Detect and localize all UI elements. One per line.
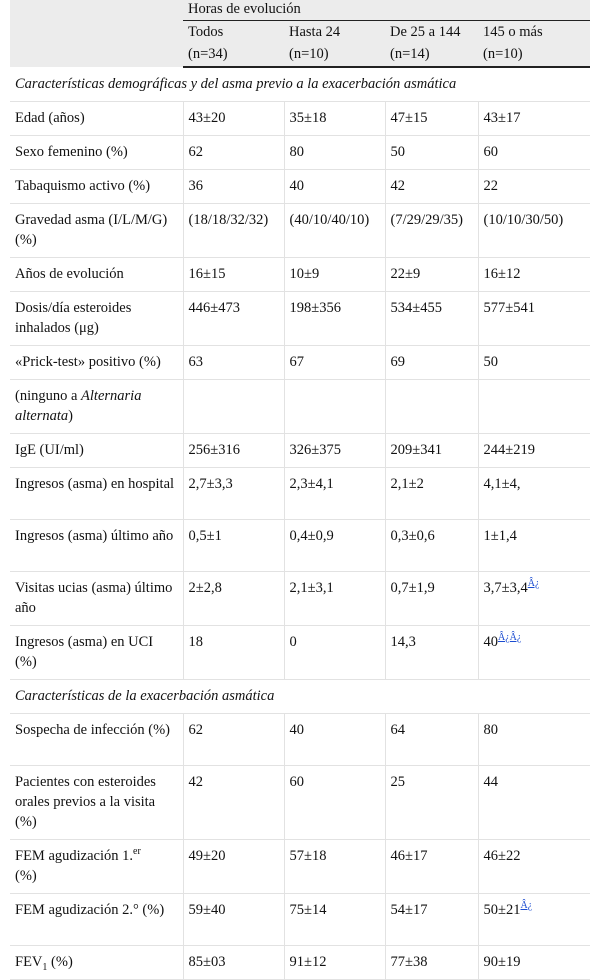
cell-value: 80 xyxy=(284,136,385,170)
cell-value: 46±22 xyxy=(478,840,590,894)
cell-value: 67 xyxy=(284,346,385,380)
row-label: Sexo femenino (%) xyxy=(10,136,183,170)
label-text: ) xyxy=(68,408,74,424)
cell-value: 60 xyxy=(478,136,590,170)
cell-value: 2,1±3,1 xyxy=(284,572,385,626)
column-header-hasta-24: Hasta 24 xyxy=(284,21,385,44)
table-row xyxy=(10,626,590,680)
table-row xyxy=(10,346,590,380)
label-text: (ninguno a xyxy=(15,388,82,404)
table-row xyxy=(10,102,590,136)
cell-value: 43±20 xyxy=(183,102,284,136)
label-text: FEV xyxy=(15,954,43,970)
cell-value: 534±455 xyxy=(385,292,478,346)
cell-value: 77±38 xyxy=(385,946,478,980)
cell-value: 256±316 xyxy=(183,434,284,468)
row-label: «Prick-test» positivo (%) xyxy=(10,346,183,380)
row-label xyxy=(10,840,183,894)
table-row xyxy=(10,434,590,468)
cell-value: 50 xyxy=(385,136,478,170)
cell-value: 2,1±2 xyxy=(385,468,478,520)
cell-value: 44 xyxy=(478,766,590,840)
cell-value: 1±1,4 xyxy=(478,520,590,572)
column-n-hasta-24: (n=10) xyxy=(284,43,385,67)
label-text: (%) xyxy=(15,868,37,884)
table-row xyxy=(10,946,590,980)
row-label xyxy=(10,380,183,434)
footnote-reference-link[interactable]: Â¿ xyxy=(520,900,533,912)
header-corner xyxy=(10,0,183,67)
cell-value: 4,1±4, xyxy=(478,468,590,520)
row-label: Edad (años) xyxy=(10,102,183,136)
section-title-exacerbation: Características de la exacerbación asmática xyxy=(10,680,590,714)
label-superscript: er xyxy=(133,846,141,858)
cell-value: 18 xyxy=(183,626,284,680)
row-label: Ingresos (asma) en hospital xyxy=(10,468,183,520)
cell-value: 446±473 xyxy=(183,292,284,346)
cell-value: 10±9 xyxy=(284,258,385,292)
cell-value: (10/10/30/50) xyxy=(478,204,590,258)
row-label: FEM agudización 2.° (%) xyxy=(10,894,183,946)
cell-value: 62 xyxy=(183,714,284,766)
cell-value xyxy=(478,380,590,434)
cell-value: (40/10/40/10) xyxy=(284,204,385,258)
cell-value: 326±375 xyxy=(284,434,385,468)
cell-value: 16±12 xyxy=(478,258,590,292)
cell-value: 0,5±1 xyxy=(183,520,284,572)
table-row xyxy=(10,204,590,258)
row-label: Visitas ucias (asma) último año xyxy=(10,572,183,626)
cell-value: 59±40 xyxy=(183,894,284,946)
cell-value: 42 xyxy=(183,766,284,840)
cell-value: 85±03 xyxy=(183,946,284,980)
footnote-reference-link[interactable]: Â¿ xyxy=(527,578,540,590)
label-italic: Alternaria alternata xyxy=(15,388,142,424)
row-label: Sospecha de infección (%) xyxy=(10,714,183,766)
row-label: Ingresos (asma) último año xyxy=(10,520,183,572)
section-row xyxy=(10,67,590,102)
row-label xyxy=(10,946,183,980)
cell-value-text: 40 xyxy=(483,634,498,650)
cell-value: 22 xyxy=(478,170,590,204)
cell-value: 63 xyxy=(183,346,284,380)
table-row xyxy=(10,572,590,626)
cell-value: 54±17 xyxy=(385,894,478,946)
cell-value: 2,7±3,3 xyxy=(183,468,284,520)
column-header-25-144: De 25 a 144 xyxy=(385,21,478,44)
table-header xyxy=(10,0,590,67)
section-title-demographics: Características demográficas y del asma previo a la exacerbación asmática xyxy=(10,67,590,102)
cell-value-text: 3,7±3,4 xyxy=(483,580,528,596)
table-row xyxy=(10,840,590,894)
table-row xyxy=(10,894,590,946)
cell-value xyxy=(385,380,478,434)
column-n-todos: (n=34) xyxy=(183,43,284,67)
table-row xyxy=(10,136,590,170)
row-label: Años de evolución xyxy=(10,258,183,292)
cell-value: 64 xyxy=(385,714,478,766)
cell-value: 16±15 xyxy=(183,258,284,292)
column-header-todos: Todos xyxy=(183,21,284,44)
cell-value: 75±14 xyxy=(284,894,385,946)
row-label: Ingresos (asma) en UCI (%) xyxy=(10,626,183,680)
cell-value: 14,3 xyxy=(385,626,478,680)
cell-value: (18/18/32/32) xyxy=(183,204,284,258)
cell-value: 0,4±0,9 xyxy=(284,520,385,572)
table-row xyxy=(10,380,590,434)
cell-value: 49±20 xyxy=(183,840,284,894)
cell-value xyxy=(284,380,385,434)
row-label: Tabaquismo activo (%) xyxy=(10,170,183,204)
cell-value: 36 xyxy=(183,170,284,204)
section-row xyxy=(10,680,590,714)
label-subscript: 1 xyxy=(42,961,48,973)
cell-value xyxy=(478,894,590,946)
cell-value: 2,3±4,1 xyxy=(284,468,385,520)
table-row xyxy=(10,468,590,520)
cell-value: 50 xyxy=(478,346,590,380)
table-row xyxy=(10,766,590,840)
cell-value xyxy=(478,572,590,626)
cell-value: 62 xyxy=(183,136,284,170)
cell-value: 46±17 xyxy=(385,840,478,894)
cell-value: 198±356 xyxy=(284,292,385,346)
cell-value: 0,7±1,9 xyxy=(385,572,478,626)
cell-value: 35±18 xyxy=(284,102,385,136)
cell-value: 0 xyxy=(284,626,385,680)
cell-value: 40 xyxy=(284,170,385,204)
cell-value-text: 50±21 xyxy=(483,902,521,918)
row-label: Pacientes con esteroides orales previos a la visita (%) xyxy=(10,766,183,840)
cell-value: 69 xyxy=(385,346,478,380)
table-row xyxy=(10,258,590,292)
cell-value: 91±12 xyxy=(284,946,385,980)
cell-value: 0,3±0,6 xyxy=(385,520,478,572)
cell-value: 22±9 xyxy=(385,258,478,292)
cell-value: 57±18 xyxy=(284,840,385,894)
cell-value: 42 xyxy=(385,170,478,204)
table-row xyxy=(10,292,590,346)
cell-value: 43±17 xyxy=(478,102,590,136)
cell-value: 90±19 xyxy=(478,946,590,980)
cell-value: 60 xyxy=(284,766,385,840)
column-n-25-144: (n=14) xyxy=(385,43,478,67)
cell-value: 2±2,8 xyxy=(183,572,284,626)
column-header-145-mas: 145 o más xyxy=(478,21,590,44)
table-row xyxy=(10,170,590,204)
cell-value: 244±219 xyxy=(478,434,590,468)
label-text: FEM agudización 1. xyxy=(15,848,133,864)
cell-value: 80 xyxy=(478,714,590,766)
table-row xyxy=(10,714,590,766)
cell-value: 209±341 xyxy=(385,434,478,468)
cell-value: 25 xyxy=(385,766,478,840)
cell-value xyxy=(183,380,284,434)
cell-value: 47±15 xyxy=(385,102,478,136)
label-text: (%) xyxy=(47,954,73,970)
table-row xyxy=(10,520,590,572)
cell-value xyxy=(478,626,590,680)
header-group-label: Horas de evolución xyxy=(183,0,590,21)
row-label: Gravedad asma (I/L/M/G) (%) xyxy=(10,204,183,258)
cell-value: 577±541 xyxy=(478,292,590,346)
row-label: Dosis/día esteroides inhalados (μg) xyxy=(10,292,183,346)
cell-value: (7/29/29/35) xyxy=(385,204,478,258)
results-table xyxy=(10,0,590,980)
row-label: IgE (UI/ml) xyxy=(10,434,183,468)
footnote-reference-link[interactable]: Â¿Â¿ xyxy=(498,632,522,644)
cell-value: 40 xyxy=(284,714,385,766)
column-n-145-mas: (n=10) xyxy=(478,43,590,67)
